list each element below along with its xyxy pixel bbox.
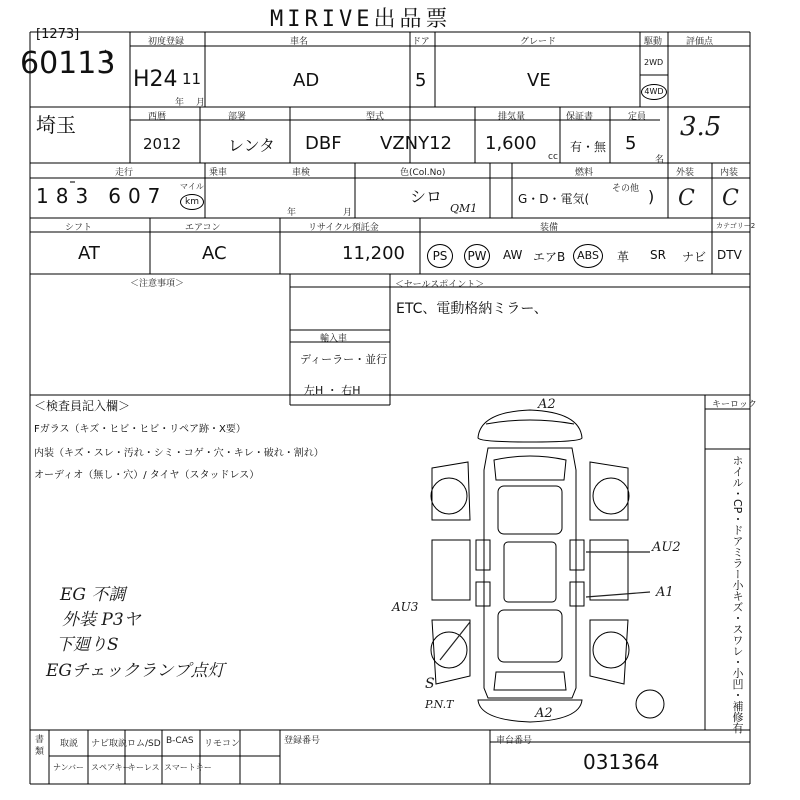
label-seat: 乗車 [209,168,228,178]
mileage-digits [36,184,160,208]
sheet-title: MIRIVE出品票 [270,7,452,32]
label-reg-no: 登録番号 [284,736,321,746]
label-door: ドア [412,37,430,47]
label-other: その他 [612,184,640,194]
mark-a1: A1 [656,585,674,600]
label-month: 月 [196,98,206,108]
mark-s: S [425,676,435,692]
label-drive: 駆動 [644,37,663,47]
shift: AT [78,243,100,264]
label-year: 年 [175,98,185,108]
label-displacement: 排気量 [498,112,526,122]
label-aircon: エアコン [185,223,221,233]
mileage-digit: 3 [75,184,89,208]
car-name: AD [293,70,320,91]
model-code: VZNY12 [380,133,453,154]
fuel-close: ) [648,187,655,206]
color-code: QM1 [450,202,478,215]
sales-point: ETC、電動格納ミラー、 [396,301,548,317]
vehicle-diagram [431,410,664,722]
mileage-digit: 8 [55,184,69,208]
drive-2wd: 2WD [644,58,664,67]
handle-side: 左H ・ 右H [304,384,361,397]
note-exterior: 外装 P3ヤ [62,610,141,630]
mark-au3: AU3 [392,600,419,614]
label-warranty: 保証書 [566,112,594,122]
equip-aw: AW [503,248,523,262]
color: シロ [410,187,443,206]
label-doc: 書類 [35,735,45,757]
first-reg-month: 11 [182,70,202,88]
unit-km: km [180,194,204,210]
drive-4wd: 4WD [641,84,667,100]
note-engine: EG 不調 [60,585,126,605]
label-remote: リモコン [204,739,241,749]
label-capacity: 定員 [628,112,647,122]
label-inspector: ＜検査員記入欄＞ [34,399,131,413]
label-inspection: 車検 [292,168,311,178]
label-recycle: リサイクル預託金 [308,223,379,233]
label-navi-manual: ナビ取説 [91,739,128,749]
mileage-digit: 1 [36,184,49,208]
model-prefix: DBF [305,133,342,154]
prefecture: 埼玉 [36,113,76,137]
label-bcas: B-CAS [166,736,194,746]
note-check-lamp: EGチェックランプ点灯 [46,661,225,681]
evaluation-score: 3.5 [680,112,722,142]
note-underbody: 下廻りS [56,635,119,655]
label-spare-key: スペアキー [91,763,131,772]
label-interior: 内装 [720,168,739,178]
label-key-lock: キーロック [712,400,757,410]
label-notes: ＜注意事項＞ [130,279,185,289]
equip-abs: ABS [573,244,603,268]
label-smartkey: スマートキー [164,763,212,772]
sheet-number: [1273] [36,27,80,42]
label-grade: グレード [520,37,557,47]
label-cc: cc [548,152,558,162]
displacement: 1,600 [485,133,537,154]
grade: VE [527,70,551,91]
equip-sr: SR [650,248,666,262]
label-shift: シフト [65,223,93,233]
equip-ps: PS [427,244,453,268]
side-note: ホイル・CP・ドアミラー小キズ・スワレ・小凹・補修有 [731,455,744,734]
mark-au2: AU2 [652,540,681,555]
usage: レンタ [228,136,275,155]
first-reg-era: H24 [133,67,178,92]
aircon: AC [202,243,227,264]
mileage-digit: 6 [108,184,121,208]
label-mile: マイル [180,182,204,191]
equip-airbag: エアB [533,250,566,264]
label-car-name: 車名 [290,37,309,47]
mark-a2-bottom: A2 [535,706,553,721]
mileage-digit: 7 [147,184,161,208]
label-exterior: 外装 [676,168,695,178]
label-chassis-no: 車台番号 [496,736,533,746]
label-person: 名 [655,155,665,165]
label-color: 色(Col.No) [400,168,446,178]
label-reg-month: 月 [343,208,353,218]
label-sales-point: ＜セールスポイント＞ [395,280,485,290]
fuel: G・D・電気( [518,192,590,206]
label-seireki: 西暦 [148,112,167,122]
label-fuel: 燃料 [575,168,594,178]
mileage-digit: 0 [127,184,141,208]
label-category: 部署 [228,112,247,122]
equip-leather: 革 [617,250,630,264]
inspection-line-audio: オーディオ（無し・穴）/ タイヤ（スタッドレス） [34,470,260,481]
label-type: 型式 [366,112,385,122]
interior-grade: C [722,186,739,211]
mark-a2-top: A2 [538,397,556,412]
lot-number: 60113 [20,46,116,81]
label-keyless: キーレス [128,763,160,772]
label-numberplate: ナンバー [53,763,85,772]
label-import: 輸入車 [320,334,348,344]
label-manual: 取説 [60,739,79,749]
chassis-number: 031364 [583,750,660,774]
exterior-grade: C [678,186,695,211]
label-option: カテゴリー2 [716,222,756,230]
capacity: 5 [625,133,637,154]
year-ad: 2012 [143,135,182,153]
inspection-line-interior: 内装（キズ・スレ・汚れ・シミ・コゲ・穴・キレ・破れ・割れ） [34,448,324,459]
warranty-options: 有・無 [570,140,607,154]
equip-dtv: DTV [717,248,742,262]
equip-navi: ナビ [682,250,707,264]
recycle-fee: 11,200 [342,243,405,264]
label-reg-year: 年 [287,208,297,218]
mark-pnt: P.N.T [425,698,454,711]
label-mileage: 走行 [115,168,134,178]
label-equipment: 装備 [540,223,559,233]
inspection-line-glass: Fガラス（キズ・ヒビ・ヒビ・リペア跡・X要） [34,424,246,435]
label-evaluation: 評価点 [686,37,714,47]
equip-pw: PW [464,244,490,268]
door-count: 5 [415,70,427,91]
label-first-reg: 初度登録 [148,37,185,47]
import-type: ディーラー・並行 [300,353,388,366]
label-rom: ロム/SD [127,739,161,749]
